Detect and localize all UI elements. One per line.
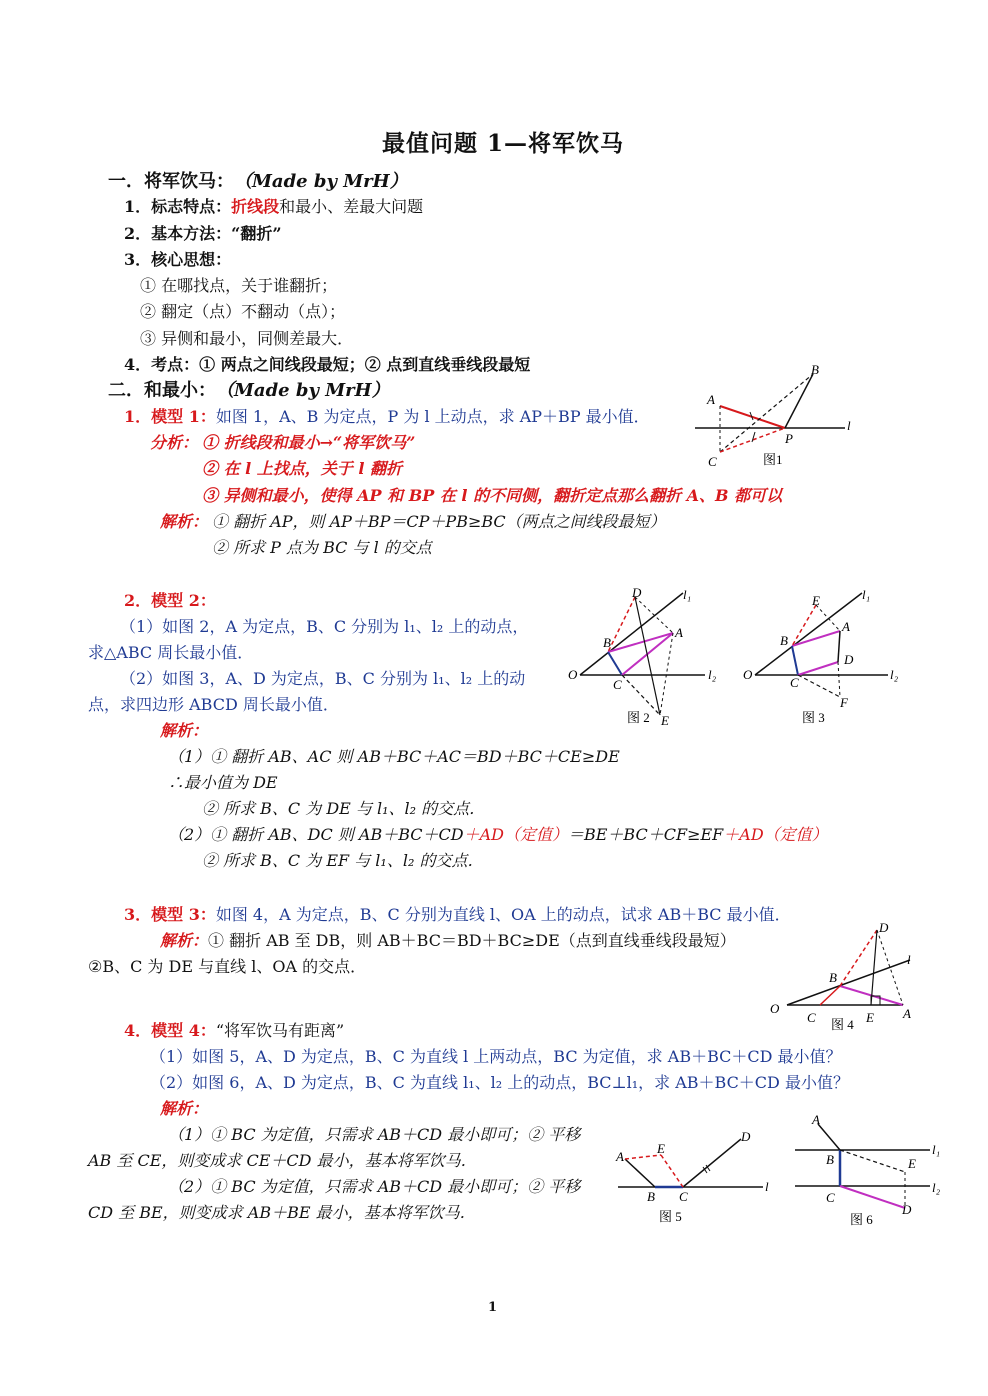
fig5-label-A: A (616, 1149, 624, 1164)
fig1-label-C: C (708, 454, 717, 469)
model3-label: 3．模型 3： (124, 905, 216, 924)
fig2-label-l2: l₂ (708, 667, 717, 682)
section2-heading (108, 376, 390, 402)
fig4-label-l: l (907, 952, 911, 967)
figure-1 (695, 362, 860, 472)
figure-4 (765, 920, 925, 1035)
analysis-2: ② 在 l 上找点，关于 l 翻折 (202, 459, 403, 478)
fig1-caption: 图1 (763, 452, 783, 467)
model4-sol2b: CD 至 BE，则变成求 AB＋BE 最小，基本将军饮马． (88, 1203, 476, 1222)
model4-q2: （2）如图 6，A、D 为定点，B、C 为直线 l₁、l₂ 上的动点，BC⊥l₁，求 AB＋BC＋CD 最小值？ (150, 1073, 849, 1092)
fig2-label-B: B (603, 635, 611, 650)
model3-sol2: ②B、C 为 DE 与直线 l、OA 的交点． (88, 957, 367, 976)
model4-sol2a: （2）① BC 为定值，只需求 AB＋CD 最小即可；② 平移 (168, 1177, 581, 1196)
fig4-caption: 图 4 (831, 1017, 854, 1032)
core-idea-2: ② 翻定（点）不翻动（点）； (140, 302, 346, 321)
section1-madeby: （Made by MrH） (234, 171, 408, 192)
fig5-label-B: B (647, 1189, 655, 1204)
model4-solution-label: 解析： (160, 1099, 209, 1118)
fig6-caption: 图 6 (850, 1212, 873, 1227)
fig4-label-E: E (866, 1010, 874, 1025)
fig3-label-A: A (842, 619, 850, 634)
fig1-label-B: B (811, 362, 819, 377)
fig3-label-F: F (840, 695, 848, 710)
fig3-label-O: O (743, 667, 753, 682)
solution-2: ② 所求 P 点为 BC 与 l 的交点 (212, 538, 432, 557)
fig5-label-l: l (765, 1179, 769, 1194)
fig5-label-D: D (741, 1129, 751, 1144)
model2-label: 2．模型 2： (124, 591, 216, 610)
fig6-label-A: A (812, 1112, 820, 1127)
model2-q2b: 点，求四边形 ABCD 周长最小值． (88, 695, 339, 714)
model2-sol2c: ② 所求 B、C 为 EF 与 l₁、l₂ 的交点． (202, 851, 484, 870)
fig1-label-A: A (707, 392, 715, 407)
feature-rest: 和最小、差最大问题 (279, 197, 424, 216)
page-number: 1 (488, 1300, 498, 1315)
analysis-label: 分析： (150, 433, 199, 452)
core-idea: 3．核心思想： (124, 250, 232, 269)
fig3-label-D: D (844, 652, 854, 667)
model2-sol2 (168, 822, 828, 845)
model3-text: 如图 4，A 为定点，B、C 分别为直线 l、OA 上的动点，试求 AB＋BC 最小值． (215, 905, 791, 924)
model3-solution-line (160, 928, 736, 951)
core-idea-3: ③ 异侧和最小，同侧差最大． (140, 329, 354, 348)
model2-q1b: 求△ABC 周长最小值． (88, 643, 254, 662)
exam-points: 4．考点：① 两点之间线段最短；② 点到直线垂线段最短 (124, 355, 531, 374)
model2-solution-label: 解析： (160, 721, 209, 740)
model4-label: 4．模型 4： (124, 1021, 216, 1040)
model3-solution-label: 解析： (160, 931, 209, 950)
model4-sol1b: AB 至 CE，则变成求 CE＋CD 最小，基本将军饮马． (88, 1151, 477, 1170)
figure-5 (613, 1125, 773, 1230)
figure-2 (565, 585, 730, 735)
page-title: 最值问题 1—将军饮马 (382, 130, 625, 157)
fig2-label-A: A (675, 625, 683, 640)
feature-highlight: 折线段 (231, 197, 280, 216)
model2-sol2-fixed1: ＋AD（定值） (463, 825, 568, 844)
fig4-label-O: O (770, 1001, 780, 1016)
section1-heading (108, 167, 408, 193)
model2-sol1c: ② 所求 B、C 为 DE 与 l₁、l₂ 的交点． (202, 799, 486, 818)
analysis-3: ③ 异侧和最小，使得 AP 和 BP 在 l 的不同侧，翻折定点那么翻折 A、B 都可以 (202, 486, 783, 505)
section1-title: 一．将军饮马： (108, 171, 234, 192)
model4-line (124, 1018, 344, 1041)
fig6-label-l1: l₁ (932, 1142, 941, 1157)
fig3-caption: 图 3 (802, 710, 825, 725)
figure-3 (740, 585, 900, 735)
fig3-label-l1: l₁ (862, 587, 871, 602)
basic-method: 2．基本方法：“翻折” (124, 224, 282, 243)
fig4-label-A: A (903, 1006, 911, 1021)
fig6-label-l2: l₂ (932, 1180, 941, 1195)
fig2-label-D: D (632, 585, 642, 600)
fig5-caption: 图 5 (659, 1209, 682, 1224)
model3-line (124, 902, 791, 925)
fig6-label-B: B (826, 1152, 834, 1167)
model2-sol2-fixed2: ＋AD（定值） (723, 825, 828, 844)
model1-text: 如图 1，A、B 为定点，P 为 l 上动点，求 AP＋BP 最小值． (215, 407, 650, 426)
fig2-label-E: E (661, 713, 669, 728)
fig5-label-E: E (657, 1141, 665, 1156)
fig6-label-D: D (902, 1202, 912, 1217)
model4-sol1a: （1）① BC 为定值，只需求 AB＋CD 最小即可；② 平移 (168, 1125, 581, 1144)
fig3-label-E: E (812, 593, 820, 608)
fig3-label-l2: l₂ (890, 667, 899, 682)
model2-q1a: （1）如图 2，A 为定点，B、C 分别为 l₁、l₂ 上的动点， (120, 617, 529, 636)
fig2-label-l1: l₁ (683, 587, 692, 602)
section2-title: 二．和最小： (108, 380, 216, 401)
feature-label: 1．标志特点： (124, 197, 232, 216)
fig2-label-O: O (568, 667, 578, 682)
fig6-label-C: C (826, 1190, 835, 1205)
model4-title: “将军饮马有距离” (215, 1021, 345, 1040)
model2-sol2-mid: ＝BE＋BC＋CF≥EF (567, 825, 724, 844)
model1-line (124, 404, 650, 427)
fig5-label-C: C (679, 1189, 688, 1204)
solution-1: ① 翻折 AP，则 AP＋BP＝CP＋PB≥BC（两点之间线段最短） (212, 512, 666, 531)
analysis-1: ① 折线段和最小→“将军饮马” (202, 433, 416, 452)
core-idea-1: ① 在哪找点，关于谁翻折； (140, 276, 338, 295)
model2-q2a: （2）如图 3，A、D 为定点，B、C 分别为 l₁、l₂ 上的动 (120, 669, 526, 688)
fig2-label-C: C (613, 677, 622, 692)
solution-label: 解析： (160, 512, 209, 531)
fig4-label-D: D (879, 920, 889, 935)
fig1-label-l: l (847, 418, 851, 433)
feature-line (124, 194, 423, 217)
fig4-label-C: C (807, 1010, 816, 1025)
fig6-label-E: E (908, 1156, 916, 1171)
figure-6 (790, 1110, 950, 1230)
model2-sol1b: ∴最小值为 DE (168, 773, 278, 792)
fig3-label-B: B (780, 633, 788, 648)
fig2-caption: 图 2 (627, 710, 650, 725)
model3-sol1: ① 翻折 AB 至 DB，则 AB＋BC＝BD＋BC≥DE（点到直线垂线段最短） (208, 931, 736, 950)
model1-label: 1．模型 1： (124, 407, 216, 426)
model2-sol1: （1）① 翻折 AB、AC 则 AB＋BC＋AC＝BD＋BC＋CE≥DE (168, 747, 620, 766)
fig3-label-C: C (790, 675, 799, 690)
fig4-label-B: B (829, 970, 837, 985)
section2-madeby: （Made by MrH） (216, 380, 390, 401)
fig1-label-P: P (785, 431, 793, 446)
model4-q1: （1）如图 5，A、D 为定点，B、C 为直线 l 上两动点，BC 为定值，求 AB＋BC＋CD 最小值？ (150, 1047, 842, 1066)
model2-sol2-pre: （2）① 翻折 AB、DC 则 AB＋BC＋CD (168, 825, 464, 844)
